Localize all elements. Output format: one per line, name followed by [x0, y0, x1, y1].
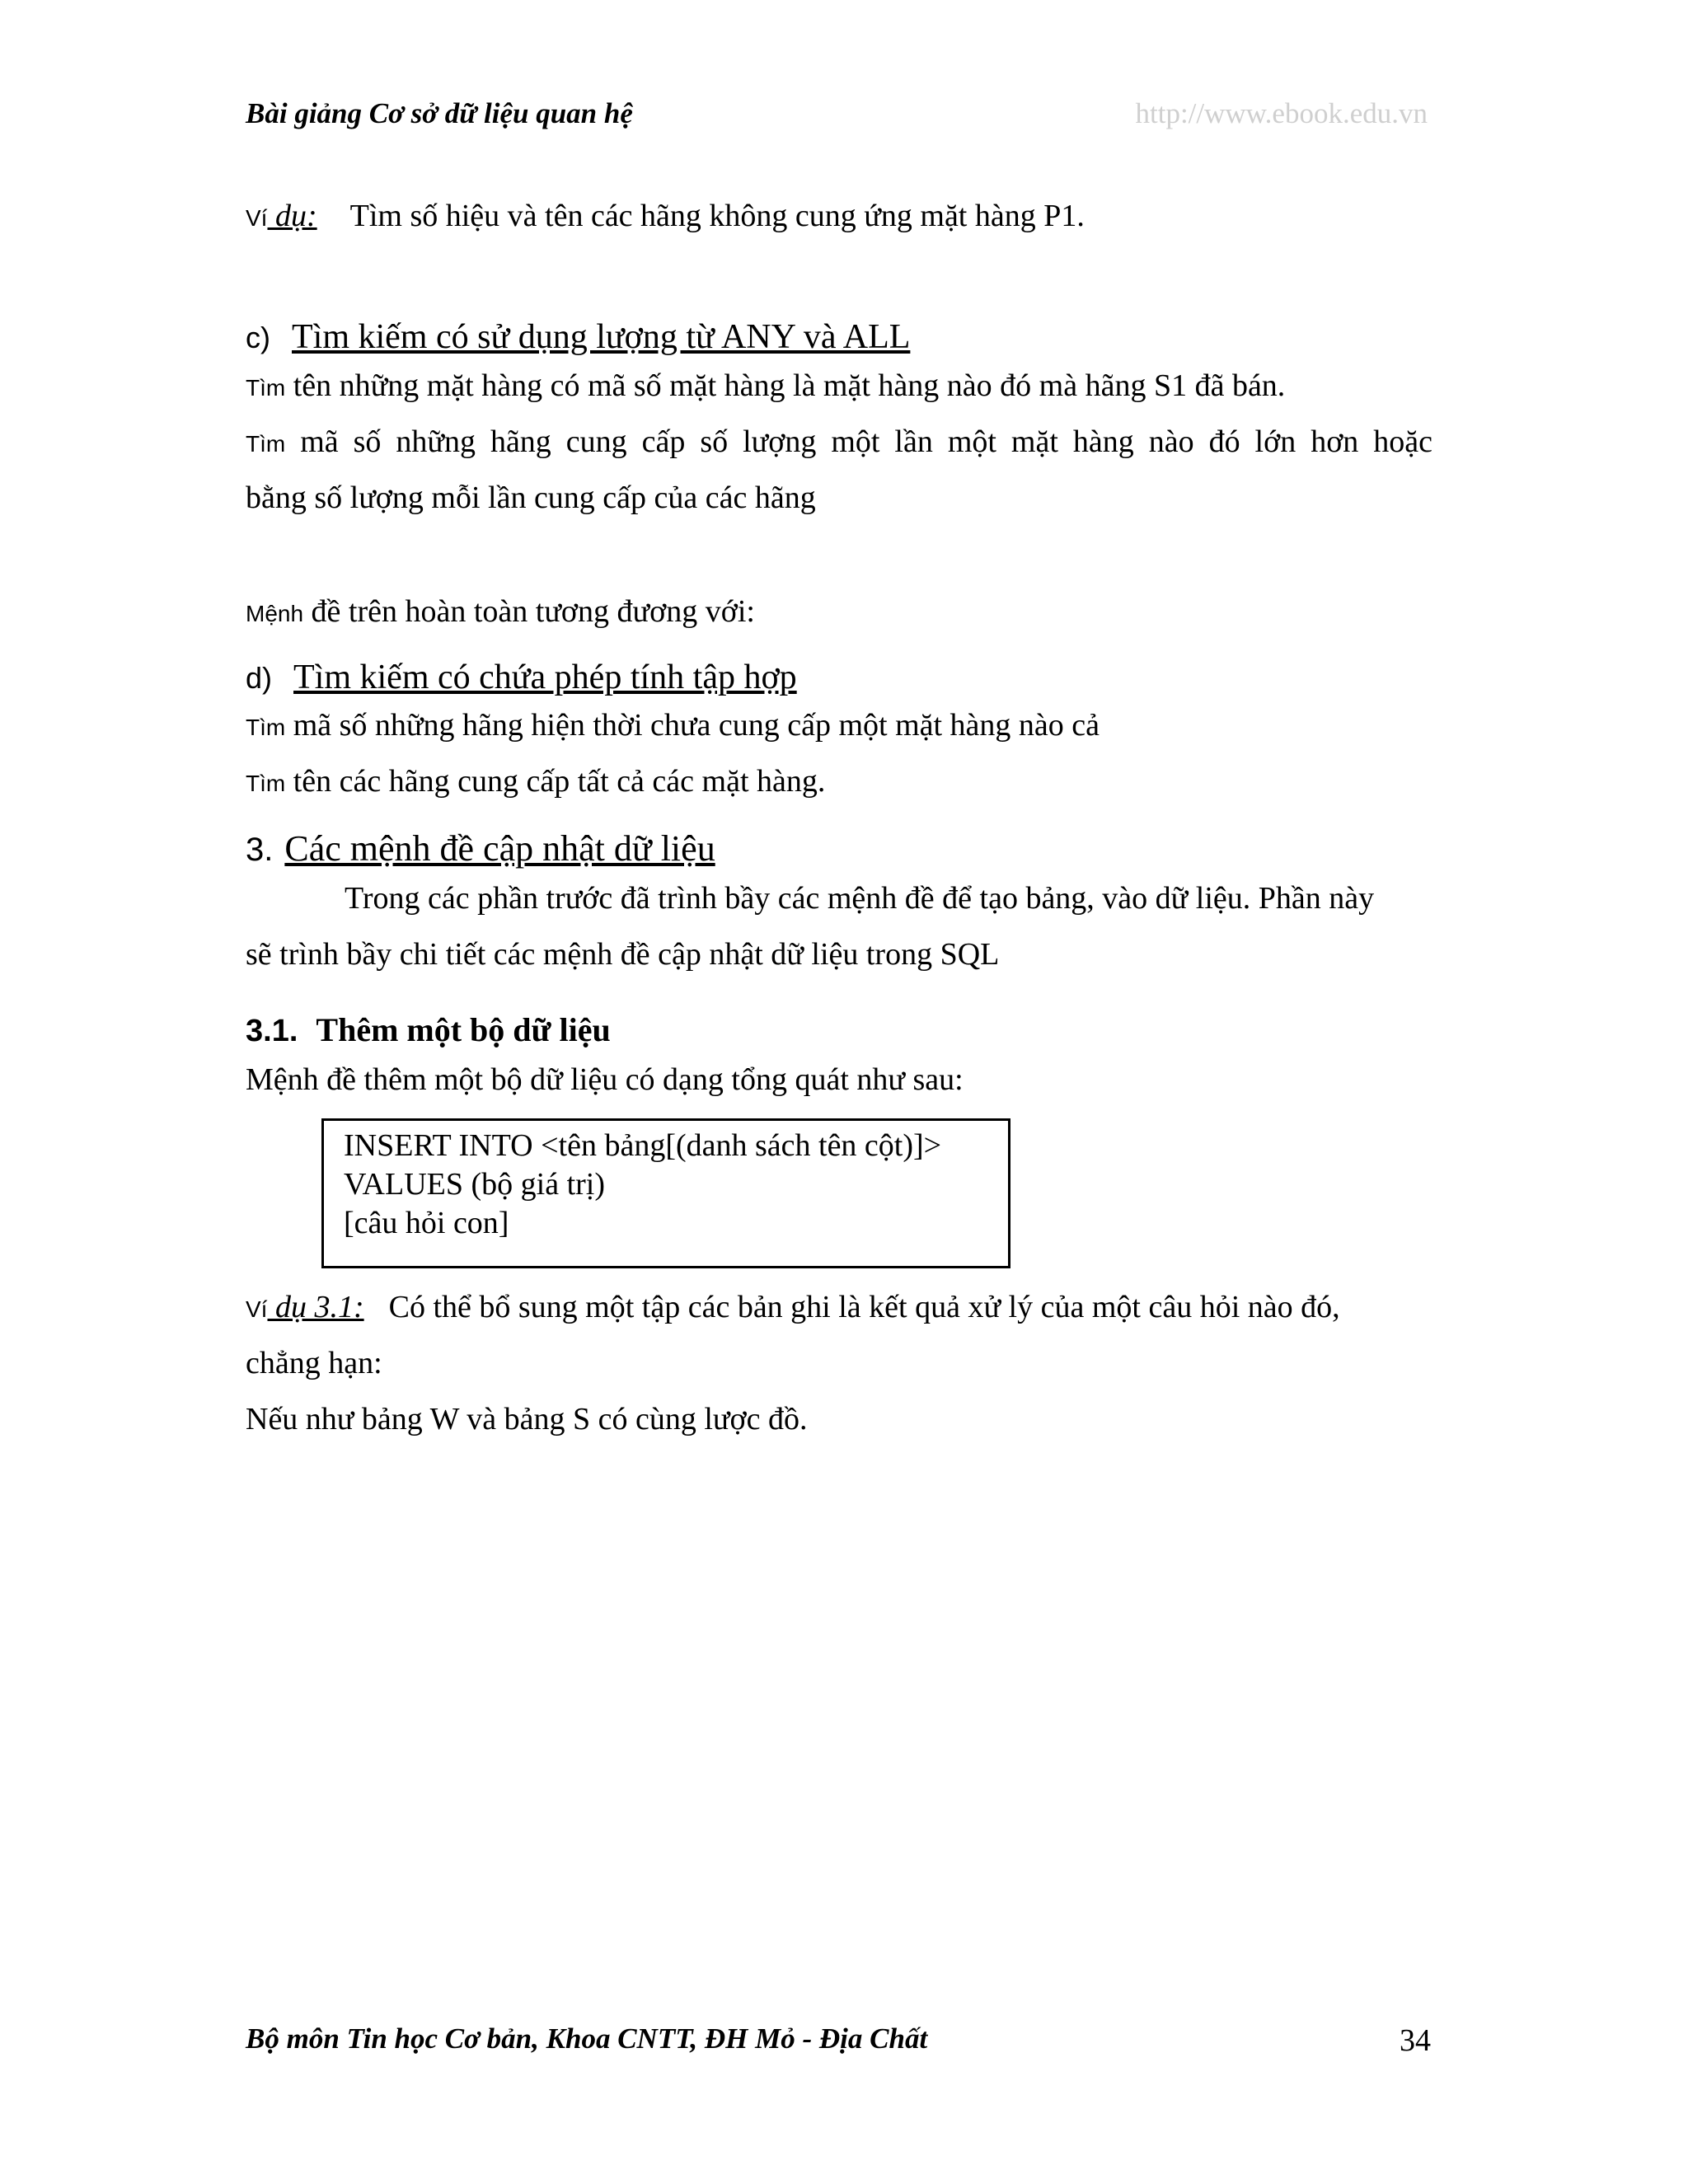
section-d-title: Tìm kiếm có chứa phép tính tập hợp — [293, 658, 797, 696]
example-prefix: Ví — [246, 205, 268, 231]
example-prefix: Ví — [246, 1296, 268, 1322]
example-3-1-line-1 — [246, 1289, 1340, 1327]
section-c-line-1 — [246, 368, 1285, 405]
line-prefix: Tìm — [246, 375, 286, 401]
section-3-1-title: Thêm một bộ dữ liệu — [316, 1011, 611, 1048]
line-text: tên các hãng cung cấp tất cả các mặt hàng. — [285, 764, 826, 799]
section-3-heading — [246, 827, 715, 869]
footer-text: Bộ môn Tin học Cơ bản, Khoa CNTT, ĐH Mỏ - Địa Chất — [246, 2022, 928, 2055]
line-text: đề trên hoàn toàn tương đương với: — [303, 594, 755, 629]
section-d-heading — [246, 658, 797, 697]
line-text: mã số những hãng hiện thời chưa cung cấp một mặt hàng nào cả — [285, 708, 1100, 743]
section-3-para-line-2: sẽ trình bầy chi tiết các mệnh đề cập nhật dữ liệu trong SQL — [246, 937, 1000, 972]
syntax-line-1: INSERT INTO <tên bảng[(danh sách tên cột)]> — [344, 1128, 942, 1163]
syntax-box — [321, 1118, 1010, 1268]
example-label: dụ 3.1: — [267, 1290, 364, 1324]
line-text: mã số những hãng cung cấp số lượng một lần một mặt hàng nào đó lớn hơn hoặc — [285, 424, 1432, 459]
example-text: Tìm số hiệu và tên các hãng không cung ứng mặt hàng P1. — [349, 199, 1085, 233]
header-title: Bài giảng Cơ sở dữ liệu quan hệ — [246, 97, 633, 129]
line-text: tên những mặt hàng có mã số mặt hàng là mặt hàng nào đó mà hãng S1 đã bán. — [285, 368, 1286, 403]
example-3-1-line-2: chẳng hạn: — [246, 1346, 382, 1380]
section-3-1-intro: Mệnh đề thêm một bộ dữ liệu có dạng tổng quát như sau: — [246, 1062, 964, 1097]
equivalence-line — [246, 593, 755, 631]
section-c-title: Tìm kiếm có sử dụng lượng từ ANY và ALL — [292, 318, 911, 356]
line-prefix: Tìm — [246, 431, 286, 457]
section-d-line-2 — [246, 763, 825, 801]
section-3-para-line-1: Trong các phần trước đã trình bầy các mệnh đề để tạo bảng, vào dữ liệu. Phần này — [345, 881, 1375, 916]
section-c-line-2 — [246, 424, 1432, 462]
section-3-number: 3. — [246, 832, 274, 868]
section-c-line-3: bằng số lượng mỗi lần cung cấp của các hãng — [246, 480, 816, 515]
line-prefix: Tìm — [246, 715, 286, 740]
page-number: 34 — [1400, 2023, 1431, 2058]
section-d-marker: d) — [246, 661, 273, 695]
section-3-1-heading — [246, 1010, 611, 1049]
example-3-1-line-3: Nếu như bảng W và bảng S có cùng lược đồ. — [246, 1402, 808, 1436]
example-line — [246, 198, 1085, 236]
line-prefix: Tìm — [246, 771, 286, 796]
section-c-heading — [246, 317, 910, 357]
example-label: dụ: — [267, 199, 317, 233]
section-d-line-1 — [246, 707, 1100, 745]
example-text: Có thể bổ sung một tập các bản ghi là kết quả xử lý của một câu hỏi nào đó, — [388, 1290, 1340, 1324]
section-3-title: Các mệnh đề cập nhật dữ liệu — [284, 828, 715, 869]
header-url[interactable]: http://www.ebook.edu.vn — [1135, 97, 1428, 129]
section-c-marker: c) — [246, 321, 270, 354]
syntax-line-2: VALUES (bộ giá trị) — [344, 1167, 605, 1202]
section-3-1-number: 3.1. — [246, 1014, 298, 1048]
syntax-line-3: [câu hỏi con] — [344, 1206, 509, 1240]
line-prefix: Mệnh — [246, 601, 304, 626]
